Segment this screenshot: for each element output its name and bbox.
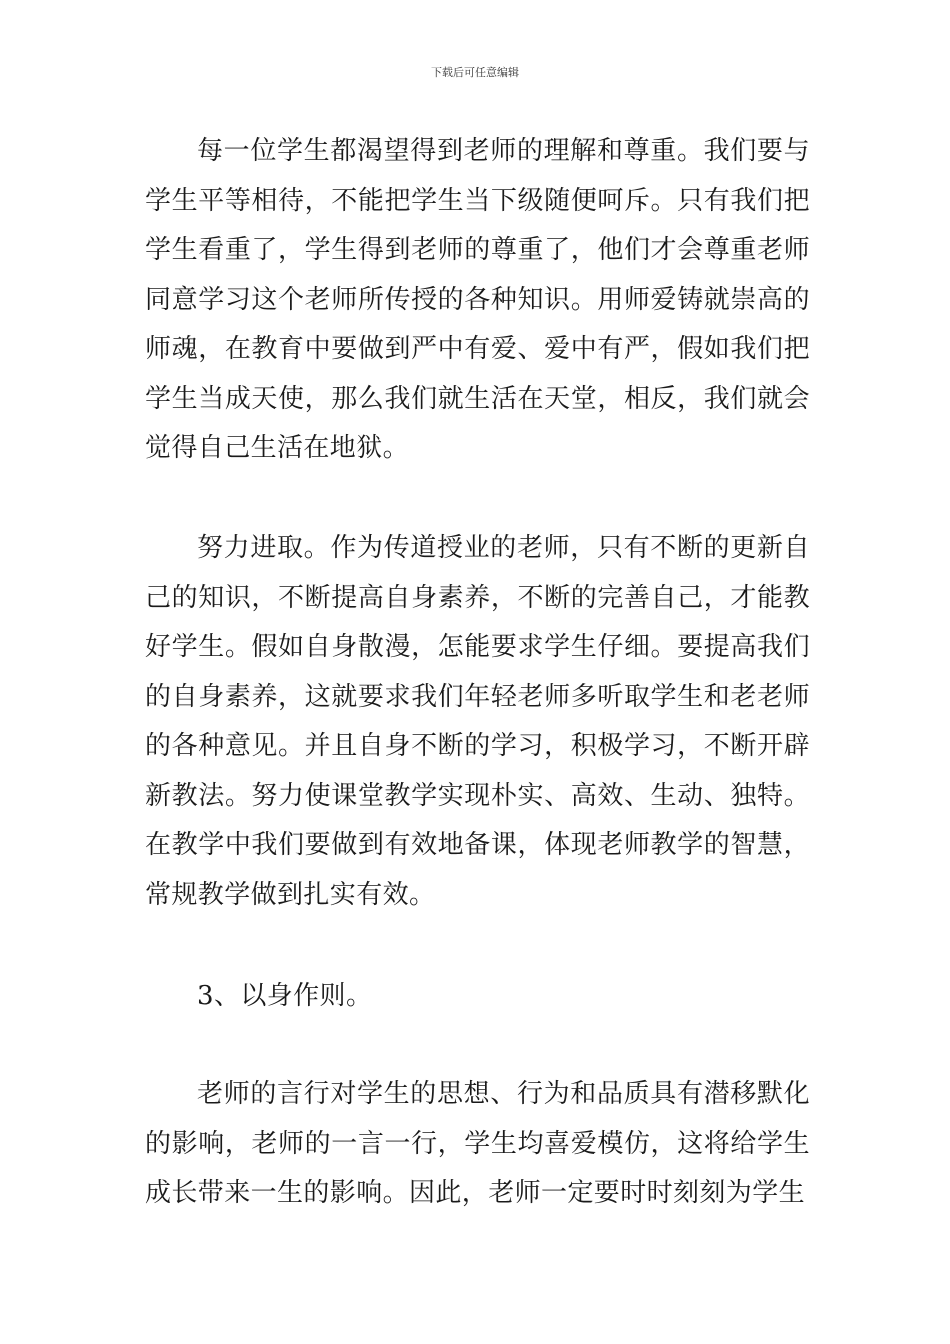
page-header: 下载后可任意编辑 [431,66,519,79]
paragraph-influence: 老师的言行对学生的思想、行为和品质具有潜移默化的影响，老师的一言一行，学生均喜爱模仿，这将给学生成长带来一生的影响。因此，老师一定要时时刻刻为学生 [145,1079,810,1208]
paragraph-respect: 每一位学生都渴望得到老师的理解和尊重。我们要与学生平等相待，不能把学生当下级随便呵斥。只有我们把学生看重了，学生得到老师的尊重了，他们才会尊重老师同意学习这个老师所传授的各种知识。用师爱铸就崇高的师魂，在教育中要做到严中有爱、爱中有严，假如我们把学生当成天使，那么我们就生活在天堂，相反，我们就会觉得自己生活在地狱。 [145,136,810,463]
section-heading-lead-by-example: 3、以身作则。 [197,981,373,1011]
paragraph-effort: 努力进取。作为传道授业的老师，只有不断的更新自己的知识，不断提高自身素养，不断的完善自己，才能教好学生。假如自身散漫，怎能要求学生仔细。要提高我们的自身素养，这就要求我们年轻老师多听取学生和老老师的各种意见。并且自身不断的学习，积极学习，不断开辟新教法。努力使课堂教学实现朴实、高效、生动、独特。在教学中我们要做到有效地备课，体现老师教学的智慧，常规教学做到扎实有效。 [145,533,810,910]
